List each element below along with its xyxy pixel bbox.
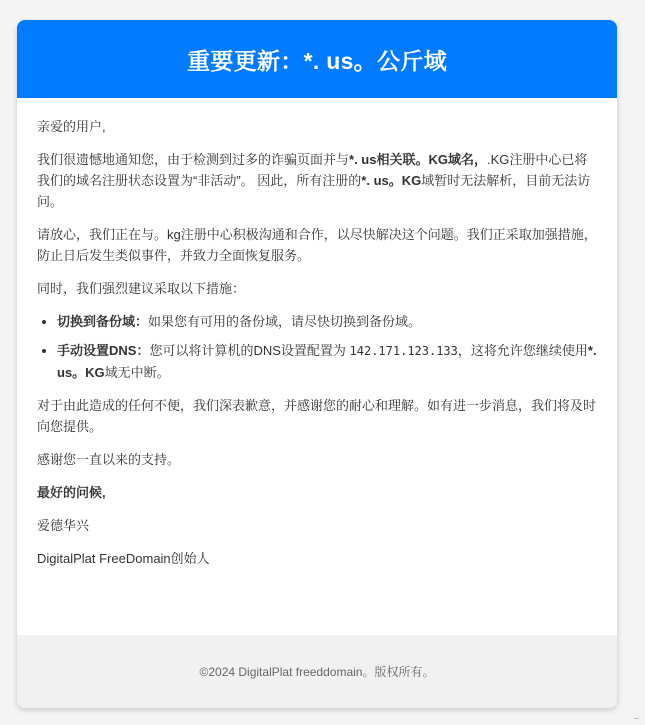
list-item-text: ，这将允许您继续使用	[457, 343, 588, 358]
corner-divider	[634, 718, 639, 719]
notice-paragraph	[37, 149, 597, 212]
list-item	[57, 340, 597, 383]
thanks-paragraph: 感谢您一直以来的支持。	[37, 452, 181, 467]
list-item-text: 域无中断。	[104, 365, 170, 380]
list-item-text: 如果您有可用的备份域，请尽快切换到备份域。	[148, 314, 422, 329]
list-item-text: 您可以将计算机的DNS设置配置为	[149, 343, 350, 358]
recommendation-list	[37, 311, 597, 383]
signer-title: DigitalPlat FreeDomain创始人	[37, 551, 210, 566]
apology-paragraph: 对于由此造成的任何不便，我们深表歉意，并感谢您的耐心和理解。如有进一步消息，我们将及时向您提供。	[37, 398, 597, 434]
notice-text-a: 我们很遗憾地通知您，由于检测到过多的诈骗页面并与	[37, 152, 350, 167]
page-title: 重要更新：*. us。公斤域	[187, 47, 447, 74]
list-item-title: 切换到备份域：	[57, 314, 149, 329]
notice-domain-bold-2: *. us。KG	[361, 173, 422, 188]
dns-ip-address: 142.171.123.133	[349, 344, 458, 358]
greeting: 亲爱的用户,	[37, 119, 106, 134]
recommendation-intro: 同时，我们强烈建议采取以下措施：	[37, 281, 246, 296]
signer-name: 爱德华兴	[37, 518, 90, 533]
email-card	[17, 20, 617, 708]
notice-text-c: .KG注册中心已将我们的域名注册状态设置为“非活动”。 因此，所有注册的	[37, 152, 588, 188]
reassurance-paragraph: 请放心，我们正在与。kg注册中心积极沟通和合作，以尽快解决这个问题。我们正采取加强措施，防止日后发生类似事件，并致力全面恢复服务。	[37, 227, 597, 263]
copyright-text: ©2024 DigitalPlat freeddomain。版权所有。	[199, 665, 435, 679]
closing	[37, 482, 597, 503]
email-footer	[17, 635, 617, 708]
email-body	[17, 98, 617, 569]
email-header	[17, 20, 617, 98]
list-item-title: 手动设置DNS：	[57, 343, 150, 358]
list-item-domain-bold: *. us。KG	[57, 343, 597, 380]
notice-domain-bold: *. us相关联。KG域名，	[349, 152, 487, 167]
list-item	[57, 311, 597, 332]
notice-text-e: 域暂时无法解析，目前无法访问。	[37, 173, 591, 209]
closing-text: 最好的问候,	[37, 485, 106, 500]
